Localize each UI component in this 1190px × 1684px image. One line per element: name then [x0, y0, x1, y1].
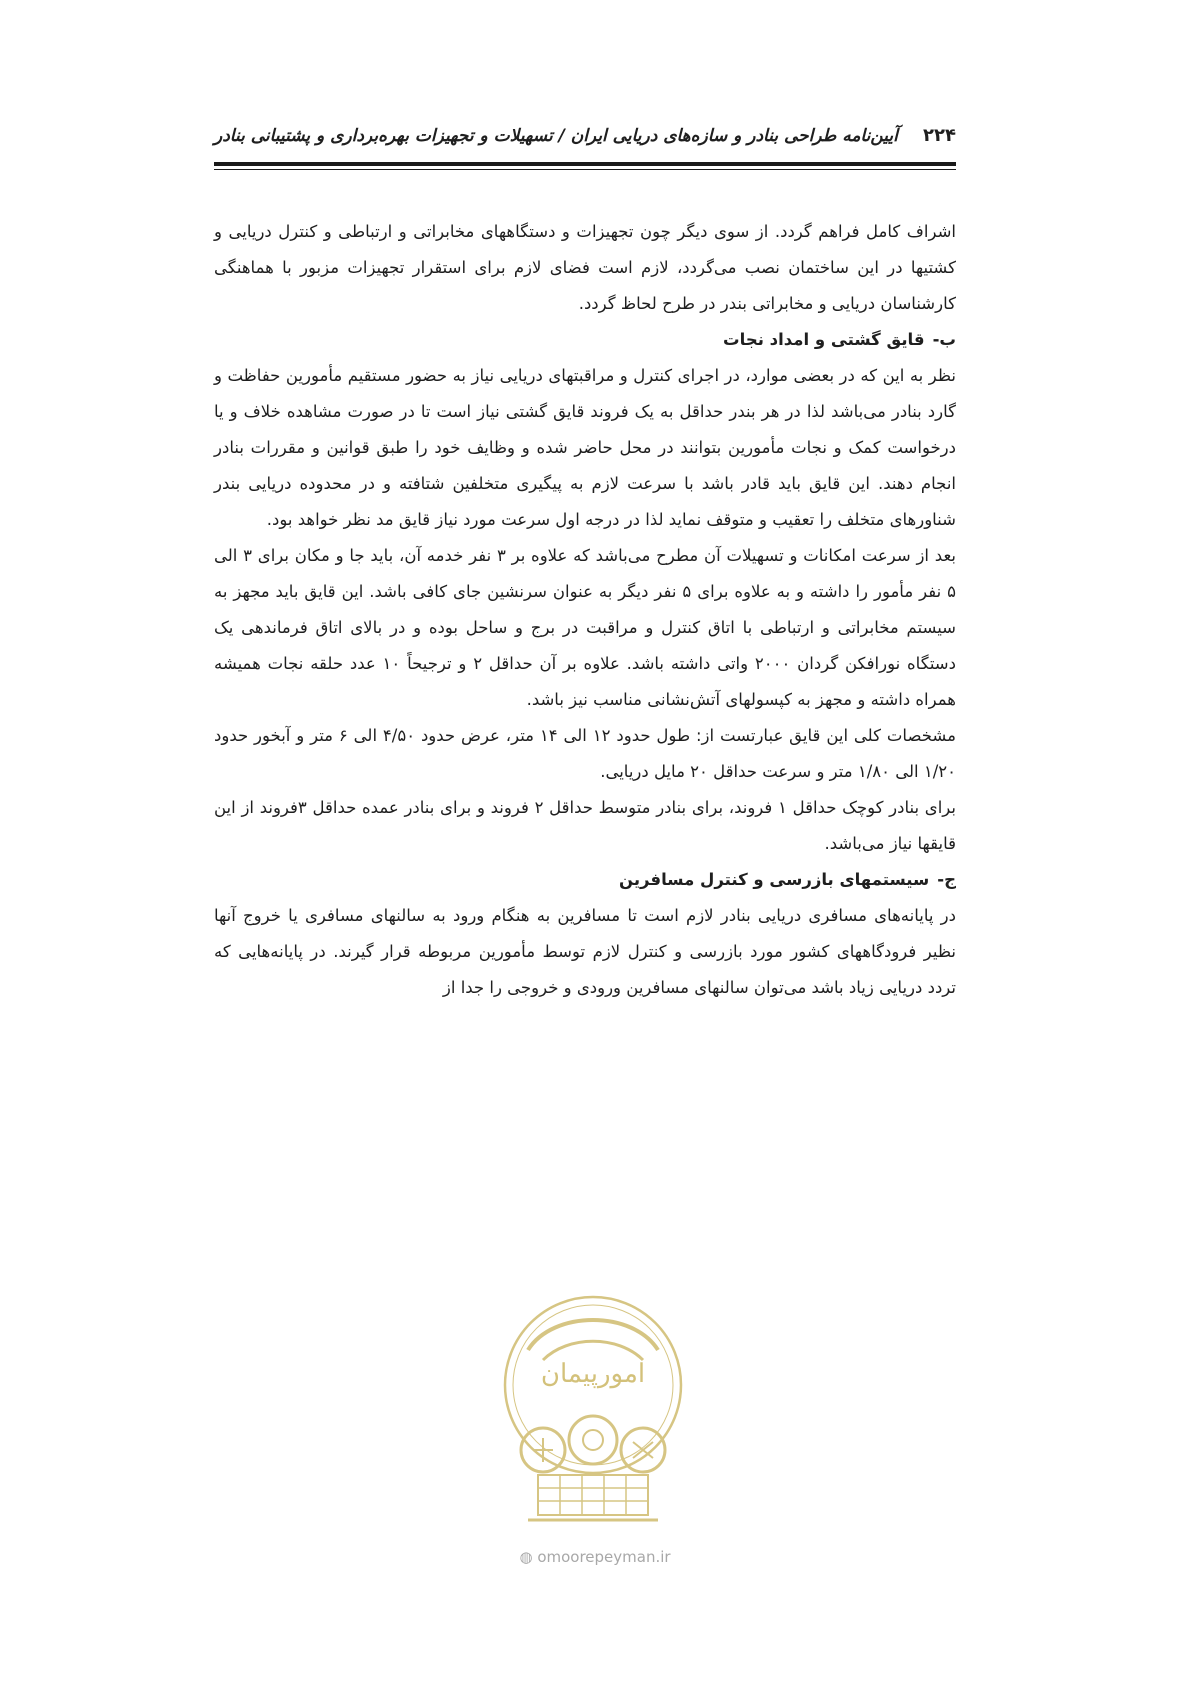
section-c-heading — [214, 862, 956, 898]
section-b-paragraph: برای بنادر کوچک حداقل ۱ فروند، برای بنادر متوسط حداقل ۲ فروند و برای بنادر عمده حداقل ۳فروند از این قایقها نیاز می‌باشد. — [214, 798, 956, 853]
globe-icon: ◍ — [519, 1548, 533, 1566]
watermark-url-text: omoorepeyman.ir — [537, 1548, 671, 1566]
watermark-logo — [498, 1290, 688, 1546]
watermark-url — [470, 1548, 720, 1566]
watermark-logo-text: امورپیمان — [540, 1359, 646, 1389]
section-b-paragraph: بعد از سرعت امکانات و تسهیلات آن مطرح می‌باشد که علاوه بر ۳ نفر خدمه آن، باید جا و مکان برای ۳ الی ۵ نفر مأمور را داشته و به علاوه برای ۵ نفر دیگر به عنوان سرنشین جای کافی باشد. این قایق باید مجهز به سیستم مخابراتی و ارتباطی با اتاق کنترل و مراقبت در برج و ساحل بوده و در بالای اتاق فرماندهی یک دستگاه نورافکن گردان ۲۰۰۰ واتی داشته باشد. علاوه بر آن حداقل ۲ و ترجیحاً ۱۰ عدد حلقه نجات همیشه همراه داشته و مجهز به کپسولهای آتش‌نشانی مناسب نیز باشد. — [214, 546, 956, 709]
section-c-title: سیستمهای بازرسی و کنترل مسافرین — [618, 870, 930, 889]
section-b-paragraph: نظر به این که در بعضی موارد، در اجرای کنترل و مراقبتهای دریایی نیاز به حضور مستقیم مأمورین حفاظت و گارد بنادر می‌باشد لذا در هر بندر حداقل به یک فروند قایق گشتی نیاز است تا در صورت مشاهده خلاف و یا درخواست کمک و نجات مأمورین بتوانند در محل حاضر شده و وظایف خود را طبق قوانین و مقررات بنادر انجام دهند. این قایق باید قادر باشد با سرعت لازم به پیگیری متخلفین شتافته و در محدوده دریایی بندر شناورهای متخلف را تعقیب و متوقف نماید لذا در درجه اول سرعت مورد نیاز قایق مد نظر خواهد بود. — [214, 366, 956, 529]
intro-paragraph: اشراف کامل فراهم گردد. از سوی دیگر چون تجهیزات و دستگاههای مخابراتی و ارتباطی و کنترل دریایی و کشتیها در این ساختمان نصب می‌گردد، لازم است فضای لازم برای استقرار تجهیزات مزبور با هماهنگی کارشناسان دریایی و مخابراتی بندر در طرح لحاظ گردد. — [214, 222, 956, 313]
page-number: ۲۲۴ — [923, 125, 956, 146]
header-rule-thin — [214, 169, 956, 170]
header-rule-thick — [214, 162, 956, 166]
page-body — [214, 214, 956, 1006]
page-header — [214, 122, 956, 152]
section-c-paragraph: در پایانه‌های مسافری دریایی بنادر لازم است تا مسافرین به هنگام ورود به سالنهای مسافری یا خروج آنها نظیر فرودگاههای کشور مورد بازرسی و کنترل لازم توسط مأمورین مربوطه قرار گیرند. در پایانه‌هایی که تردد دریایی زیاد باشد می‌توان سالنهای مسافرین ورودی و خروجی را جدا از — [214, 906, 956, 997]
section-c-marker: ج- — [937, 870, 956, 889]
section-b-marker: ب- — [932, 330, 956, 349]
section-b-title: قایق گشتی و امداد نجات — [723, 330, 925, 349]
section-b-paragraph: مشخصات کلی این قایق عبارتست از: طول حدود ۱۲ الی ۱۴ متر، عرض حدود ۴/۵۰ الی ۶ متر و آبخور حدود ۱/۲۰ الی ۱/۸۰ متر و سرعت حداقل ۲۰ مایل دریایی. — [214, 726, 956, 781]
section-b-heading — [214, 322, 956, 358]
running-title: آیین‌نامه طراحی بنادر و سازه‌های دریایی ایران / تسهیلات و تجهیزات بهره‌برداری و پشتیبانی بنادر — [214, 126, 898, 146]
